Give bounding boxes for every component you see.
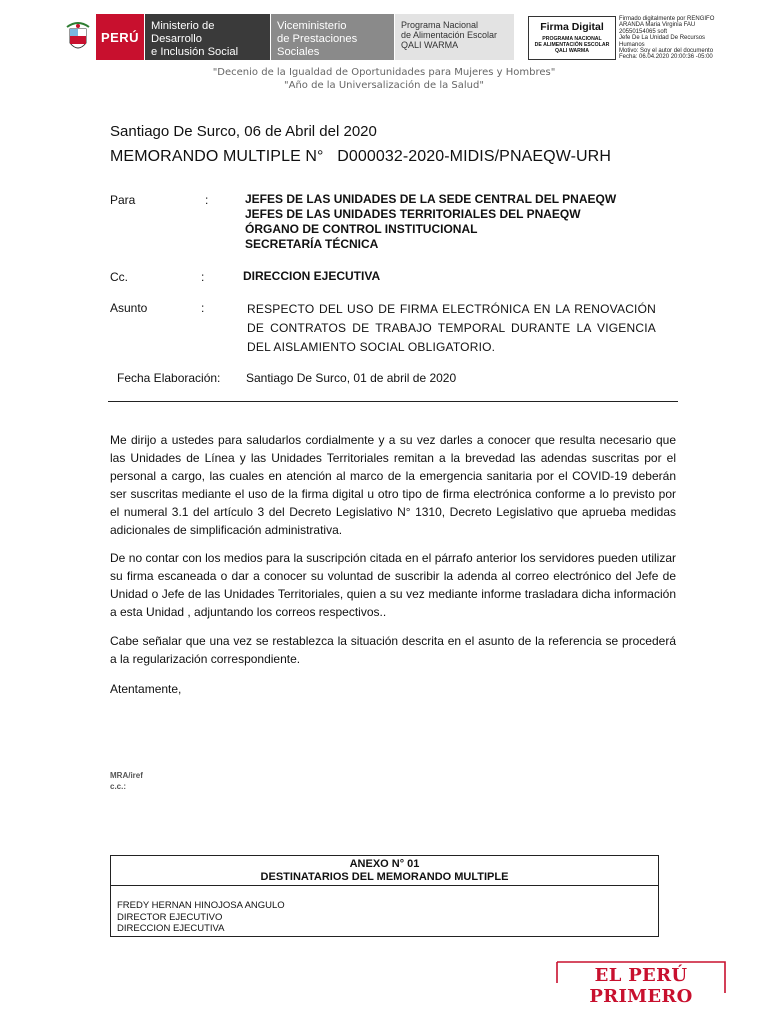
body-paragraph-3: Cabe señalar que una vez se restablezca la situación descrita en el asunto de la referencia se procederá a la regularización correspondiente. xyxy=(110,634,676,666)
recipient-line: SECRETARÍA TÉCNICA xyxy=(245,237,379,251)
signature-org-line: QALI WARMA xyxy=(554,48,589,54)
program-line: QALI WARMA xyxy=(401,40,459,50)
signature-org xyxy=(529,36,615,54)
signature-meta-line: ARANDA Maria Virginia FAU xyxy=(619,22,696,29)
fecha-value: Santiago De Surco, 01 de abril de 2020 xyxy=(246,371,457,385)
viceministry-line: de Prestaciones Sociales xyxy=(277,33,358,58)
initials: MRA/iref xyxy=(110,771,143,780)
body-paragraph-2: De no contar con los medios para la suscripción citada en el párrafo anterior los servidores pueden utilizar su firma escaneada o dar a conocer su voluntad de suscribir la adenda al correo electrónico del Jefe de Unidad o Jefe de las Unidades Territoriales, quien a su vez mediante informe trasladara dicha información a esta Unidad , adjuntando los correos respectivos.. xyxy=(110,551,676,619)
signature-org-line: PROGRAMA NACIONAL xyxy=(542,36,602,42)
signature-meta-line: Jefe De La Unidad De Recursos xyxy=(619,35,706,42)
viceministry-line: Viceministerio xyxy=(277,20,347,32)
recipient-line: JEFES DE LAS UNIDADES TERRITORIALES DEL PNAEQW xyxy=(245,207,581,221)
ministry-logo xyxy=(144,14,270,60)
fecha-label: Fecha Elaboración: xyxy=(117,371,221,385)
place-date: Santiago De Surco, 06 de Abril del 2020 xyxy=(110,123,377,140)
ministry-line: Ministerio de Desarrollo xyxy=(151,20,215,45)
annex-header xyxy=(111,856,658,886)
anio-text: "Año de la Universalización de la Salud" xyxy=(284,80,484,91)
annex-table xyxy=(110,855,659,937)
annex-line: DIRECTOR EJECUTIVO xyxy=(117,911,223,923)
para-colon: : xyxy=(205,193,209,207)
program-line: de Alimentación Escolar xyxy=(401,30,498,40)
el-peru-primero-logo xyxy=(555,961,727,1007)
cc-footer: c.c.: xyxy=(110,782,127,791)
initials-block xyxy=(110,770,143,792)
recipient-line: ÓRGANO DE CONTROL INSTITUCIONAL xyxy=(245,222,478,236)
para-label: Para xyxy=(110,193,136,207)
annex-title: ANEXO N° 01 xyxy=(349,858,420,870)
signature-meta-line: Humanos xyxy=(619,41,645,48)
decenio-text: "Decenio de la Igualdad de Oportunidades para Mujeres y Hombres" xyxy=(212,67,556,78)
signature-metadata xyxy=(619,16,731,61)
program-line: Programa Nacional xyxy=(401,20,479,30)
coat-of-arms-icon xyxy=(60,14,96,60)
viceministry-logo xyxy=(270,14,394,60)
signature-meta-line: Motivo: Soy el autor del documento xyxy=(619,48,714,55)
body-paragraph-1: Me dirijo a ustedes para saludarlos cordialmente y a su vez darles a conocer que resulta necesario que las Unidades de Línea y las Unidades Territoriales remitan a la brevedad las adendas suscritas por el personal a cargo, las cuales en atención al marco de la emergencia sanitaria por el COVID-19 deberán ser suscritas mediante el uso de la firma digital u otro tipo de firma electrónica conforme a lo previsto por el numeral 3.1 del artículo 3 del Decreto Legislativo N° 1310, Decreto Legislativo que aprueba medidas adicionales de simplificación administrativa. xyxy=(110,433,676,537)
digital-signature-box xyxy=(528,16,616,60)
signature-title: Firma Digital xyxy=(540,21,604,33)
annex-subtitle: DESTINATARIOS DEL MEMORANDO MULTIPLE xyxy=(260,871,509,883)
annex-line: DIRECCION EJECUTIVA xyxy=(117,923,225,934)
footer-slogan: EL PERÚ PRIMERO xyxy=(589,965,693,1007)
official-year-names xyxy=(0,66,768,92)
memo-title: MEMORANDO MULTIPLE N° D000032-2020-MIDIS/PNAEQW-URH xyxy=(110,148,611,165)
asunto-colon: : xyxy=(201,301,205,315)
header-logos xyxy=(60,14,514,60)
signature-org-line: DE ALIMENTACIÓN ESCOLAR xyxy=(534,42,610,48)
signature-meta-line: Fecha: 06.04.2020 20:00:36 -05:00 xyxy=(619,54,713,61)
cc-label: Cc. xyxy=(110,270,128,284)
annex-line: FREDY HERNAN HINOJOSA ANGULO xyxy=(117,900,285,911)
annex-body xyxy=(111,886,658,935)
asunto-label: Asunto xyxy=(110,301,148,315)
asunto-value: RESPECTO DEL USO DE FIRMA ELECTRÓNICA EN LA RENOVACIÓN DE CONTRATOS DE TRABAJO TEMPORAL DURANTE LA VIGENCIA DEL AISLAMIENTO SOCIAL OBLIGATORIO. xyxy=(247,302,656,354)
header-divider xyxy=(108,401,678,402)
closing: Atentamente, xyxy=(110,682,182,696)
recipient-line: JEFES DE LAS UNIDADES DE LA SEDE CENTRAL DEL PNAEQW xyxy=(245,192,617,206)
cc-colon: : xyxy=(201,270,205,284)
ministry-line: e Inclusión Social xyxy=(151,46,239,58)
signature-meta-line: 20550154065 soft xyxy=(619,28,668,35)
para-recipients xyxy=(245,192,616,252)
cc-value: DIRECCION EJECUTIVA xyxy=(243,269,381,283)
program-logo xyxy=(394,14,514,60)
peru-logo: PERÚ xyxy=(96,14,144,60)
signature-meta-line: Firmado digitalmente por RENGIFO xyxy=(619,16,715,22)
